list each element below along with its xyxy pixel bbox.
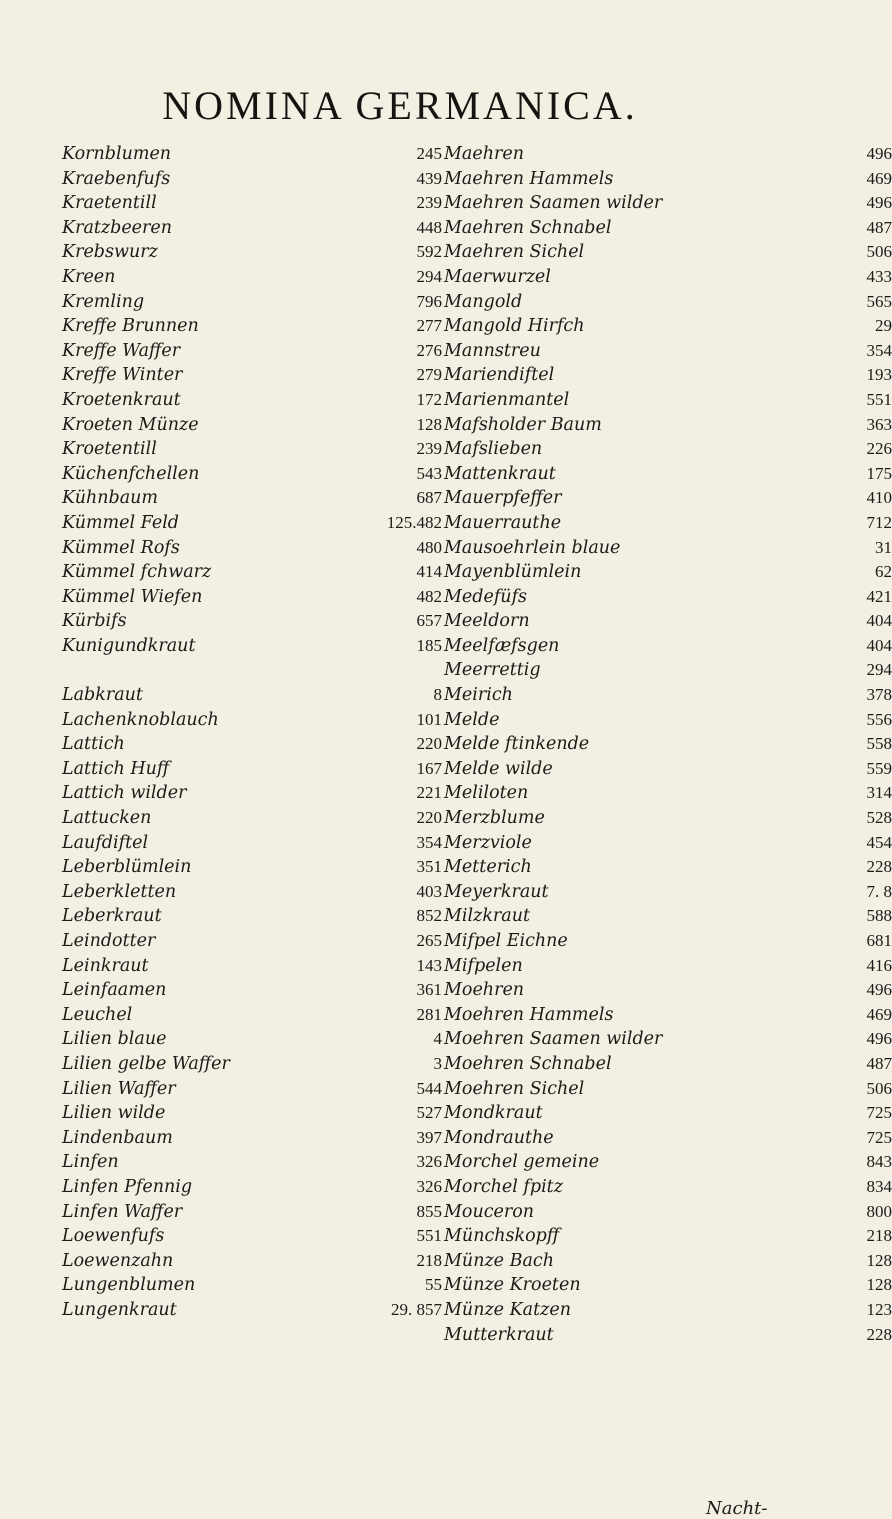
entry-page-number: 3 bbox=[433, 1053, 442, 1073]
entry-page-number: 681 bbox=[866, 931, 892, 950]
entry-name: Münchskopff bbox=[444, 1226, 560, 1247]
entry-name: Mouceron bbox=[444, 1201, 535, 1222]
entry-name: Metterich bbox=[444, 857, 532, 878]
entry-name: Kunigundkraut bbox=[62, 635, 196, 656]
entry-page-number: 543 bbox=[416, 463, 442, 483]
entry-name: Leberkraut bbox=[62, 906, 162, 927]
entry-name: Meelfæfsgen bbox=[444, 635, 560, 656]
entry-name: Münze Kroeten bbox=[444, 1275, 581, 1296]
entry-name: Mauerpfeffer bbox=[444, 488, 562, 509]
entry-name: Merzblume bbox=[444, 808, 545, 829]
entry-name: Maehren Sichel bbox=[444, 242, 585, 263]
entry-page-number: 506 bbox=[866, 1078, 892, 1098]
entry-name: Linfen bbox=[62, 1152, 119, 1173]
entry-page-number: 123 bbox=[866, 1299, 892, 1319]
index-entry bbox=[444, 880, 892, 905]
entry-page-number: 128 bbox=[866, 1275, 892, 1295]
index-entry bbox=[62, 560, 442, 585]
entry-name: Maehren Hammels bbox=[444, 168, 614, 189]
entry-page-number: 403 bbox=[416, 881, 442, 901]
index-entry bbox=[62, 1200, 442, 1225]
index-entry bbox=[62, 806, 442, 831]
index-entry bbox=[444, 413, 892, 438]
entry-page-number: 796 bbox=[416, 291, 442, 311]
entry-page-number: 410 bbox=[866, 488, 892, 508]
index-entry bbox=[444, 265, 892, 290]
entry-name: Labkraut bbox=[62, 685, 143, 706]
index-entry bbox=[62, 413, 442, 438]
entry-name: Kreffe Winter bbox=[62, 365, 183, 386]
entry-page-number: 712 bbox=[866, 512, 892, 532]
index-entry bbox=[444, 732, 892, 757]
entry-name: Meerrettig bbox=[444, 660, 541, 681]
index-entry bbox=[444, 708, 892, 733]
index-entry bbox=[62, 978, 442, 1003]
entry-page-number: 276 bbox=[416, 340, 442, 360]
entry-name: Mifpel Eichne bbox=[444, 931, 568, 951]
index-entry bbox=[62, 1052, 442, 1077]
entry-name: Kümmel Wiefen bbox=[62, 586, 203, 607]
entry-page-number: 433 bbox=[866, 266, 892, 286]
index-entry bbox=[444, 609, 892, 634]
entry-name: Kümmel Feld bbox=[62, 512, 180, 533]
index-entry bbox=[62, 880, 442, 905]
index-entry bbox=[62, 904, 442, 929]
entry-name: Lungenblumen bbox=[62, 1275, 196, 1296]
index-entry bbox=[444, 781, 892, 806]
index-entry bbox=[444, 929, 892, 954]
index-entry bbox=[62, 1175, 442, 1200]
entry-page-number: 55 bbox=[425, 1275, 442, 1295]
entry-name: Merzviole bbox=[444, 832, 532, 853]
index-entry bbox=[62, 1249, 442, 1274]
entry-name: Kraebenfufs bbox=[62, 168, 171, 189]
entry-page-number: 239 bbox=[416, 439, 442, 459]
entry-page-number: 354 bbox=[866, 340, 892, 360]
entry-name: Kümmel fchwarz bbox=[62, 562, 212, 583]
entry-page-number: 363 bbox=[866, 414, 892, 434]
index-entry bbox=[444, 855, 892, 880]
index-entry bbox=[62, 732, 442, 757]
entry-page-number: 185 bbox=[416, 635, 442, 655]
index-entry bbox=[444, 1052, 892, 1077]
entry-page-number: 361 bbox=[416, 980, 442, 1000]
index-entry bbox=[444, 339, 892, 364]
entry-name: Kroetenkraut bbox=[62, 389, 181, 410]
entry-name: Melde bbox=[444, 709, 500, 730]
entry-name: Laufdiftel bbox=[62, 832, 149, 853]
index-entry bbox=[62, 1126, 442, 1151]
index-entry bbox=[62, 609, 442, 634]
entry-page-number: 294 bbox=[416, 266, 442, 286]
index-entry bbox=[62, 1150, 442, 1175]
entry-page-number: 220 bbox=[416, 734, 442, 754]
entry-name: Kraetentill bbox=[62, 193, 157, 214]
index-entry bbox=[444, 216, 892, 241]
index-entry bbox=[444, 658, 892, 683]
entry-page-number: 326 bbox=[416, 1152, 442, 1172]
index-entry bbox=[62, 1101, 442, 1126]
entry-page-number: 101 bbox=[416, 709, 442, 729]
entry-page-number: 265 bbox=[416, 931, 442, 950]
entry-page-number: 421 bbox=[866, 586, 892, 606]
entry-page-number: 480 bbox=[416, 537, 442, 557]
index-entry bbox=[62, 855, 442, 880]
index-entry bbox=[62, 781, 442, 806]
entry-page-number: 128 bbox=[416, 414, 442, 434]
entry-page-number: 314 bbox=[866, 783, 892, 803]
entry-page-number: 496 bbox=[866, 144, 892, 163]
entry-page-number: 487 bbox=[866, 217, 892, 237]
entry-page-number: 469 bbox=[866, 1004, 892, 1024]
index-entry bbox=[444, 486, 892, 511]
entry-page-number: 852 bbox=[416, 906, 442, 926]
entry-page-number: 378 bbox=[866, 685, 892, 705]
index-entry bbox=[62, 536, 442, 561]
entry-name: Loewenfufs bbox=[62, 1226, 165, 1247]
entry-name: Kratzbeeren bbox=[62, 217, 173, 238]
page-title: NOMINA GERMANICA. bbox=[162, 83, 638, 128]
entry-name: Kühnbaum bbox=[62, 488, 159, 509]
entry-page-number: 556 bbox=[866, 709, 892, 729]
entry-page-number: 326 bbox=[416, 1176, 442, 1196]
index-entry bbox=[62, 511, 442, 536]
entry-name: Milzkraut bbox=[444, 906, 531, 927]
entry-name: Mannstreu bbox=[444, 340, 541, 361]
entry-name: Lindenbaum bbox=[62, 1127, 173, 1148]
index-entry bbox=[444, 191, 892, 216]
index-entry bbox=[444, 806, 892, 831]
entry-page-number: 800 bbox=[866, 1201, 892, 1221]
index-entry bbox=[62, 1273, 442, 1298]
index-entry bbox=[444, 388, 892, 413]
entry-page-number: 281 bbox=[416, 1004, 442, 1024]
index-entry bbox=[62, 314, 442, 339]
index-entry bbox=[62, 265, 442, 290]
entry-name: Loewenzahn bbox=[62, 1250, 174, 1271]
index-entry bbox=[62, 339, 442, 364]
index-entry bbox=[444, 511, 892, 536]
index-entry bbox=[444, 1323, 892, 1348]
entry-name: Meirich bbox=[444, 685, 513, 706]
entry-page-number: 172 bbox=[416, 389, 442, 409]
index-entry bbox=[444, 536, 892, 561]
entry-page-number: 167 bbox=[416, 758, 442, 778]
index-entry bbox=[444, 585, 892, 610]
index-entry bbox=[444, 1003, 892, 1028]
entry-page-number: 551 bbox=[866, 389, 892, 409]
entry-page-number: 29 bbox=[875, 316, 892, 336]
entry-name: Mafsholder Baum bbox=[444, 414, 602, 435]
entry-page-number: 125.482 bbox=[386, 512, 442, 532]
entry-name: Lattich wilder bbox=[62, 783, 187, 804]
entry-page-number: 496 bbox=[866, 193, 892, 213]
index-entry bbox=[62, 683, 442, 708]
entry-name: Lilien Waffer bbox=[62, 1078, 176, 1099]
entry-name: Marienmantel bbox=[444, 389, 570, 410]
index-entry bbox=[62, 1077, 442, 1102]
entry-page-number: 551 bbox=[416, 1226, 442, 1246]
entry-page-number: 496 bbox=[866, 980, 892, 1000]
entry-page-number: 565 bbox=[866, 291, 892, 311]
index-entry bbox=[62, 191, 442, 216]
entry-page-number: 62 bbox=[875, 562, 892, 582]
index-entry bbox=[62, 1003, 442, 1028]
entry-name: Moehren Schnabel bbox=[444, 1053, 612, 1074]
index-entry bbox=[444, 363, 892, 388]
entry-page-number: 439 bbox=[416, 168, 442, 188]
entry-name: Mangold Hirfch bbox=[444, 316, 585, 337]
entry-page-number: 588 bbox=[866, 906, 892, 926]
entry-name: Maehren Saamen wilder bbox=[444, 193, 663, 214]
entry-page-number: 294 bbox=[866, 660, 892, 680]
index-entry bbox=[444, 904, 892, 929]
index-entry bbox=[62, 486, 442, 511]
entry-name: Moehren Hammels bbox=[444, 1004, 614, 1025]
entry-name: Münze Katzen bbox=[444, 1299, 571, 1320]
entry-name: Moehren bbox=[444, 980, 525, 1001]
index-entry bbox=[62, 290, 442, 315]
entry-name: Mondkraut bbox=[444, 1103, 543, 1124]
entry-name: Münze Bach bbox=[444, 1250, 554, 1271]
index-entry bbox=[444, 1126, 892, 1151]
entry-name: Kreen bbox=[62, 266, 116, 287]
index-entry bbox=[444, 831, 892, 856]
entry-page-number: 239 bbox=[416, 193, 442, 213]
entry-name: Morchel gemeine bbox=[444, 1152, 600, 1173]
entry-page-number: 843 bbox=[866, 1152, 892, 1172]
index-entry bbox=[444, 437, 892, 462]
index-entry bbox=[444, 560, 892, 585]
index-entry bbox=[62, 954, 442, 979]
entry-page-number: 4 bbox=[433, 1029, 442, 1049]
entry-name: Lachenknoblauch bbox=[62, 709, 219, 730]
index-entry bbox=[444, 462, 892, 487]
entry-page-number: 448 bbox=[416, 217, 442, 237]
entry-name: Morchel fpitz bbox=[444, 1176, 563, 1197]
entry-name: Mafslieben bbox=[444, 439, 543, 460]
index-entry bbox=[444, 757, 892, 782]
index-entry bbox=[62, 585, 442, 610]
entry-page-number: 657 bbox=[416, 611, 442, 631]
entry-page-number: 351 bbox=[416, 857, 442, 877]
entry-name: Leberblümlein bbox=[62, 857, 192, 878]
entry-page-number: 416 bbox=[866, 955, 892, 975]
entry-name: Kürbifs bbox=[62, 611, 127, 632]
entry-page-number: 29. 857 bbox=[391, 1299, 442, 1319]
entry-page-number: 193 bbox=[866, 365, 892, 385]
entry-name: Krebswurz bbox=[62, 242, 158, 263]
entry-name: Melde ftinkende bbox=[444, 734, 590, 755]
index-entry bbox=[444, 240, 892, 265]
index-entry bbox=[62, 1298, 442, 1323]
entry-name: Lilien gelbe Waffer bbox=[62, 1053, 230, 1074]
index-entry bbox=[444, 1101, 892, 1126]
entry-page-number: 527 bbox=[416, 1103, 442, 1123]
entry-name: Kroetentill bbox=[62, 439, 157, 460]
entry-page-number: 558 bbox=[866, 734, 892, 754]
index-entry bbox=[444, 634, 892, 659]
index-entry bbox=[444, 314, 892, 339]
entry-page-number: 354 bbox=[416, 832, 442, 852]
entry-name: Medefüfs bbox=[444, 586, 528, 607]
index-entry bbox=[62, 388, 442, 413]
entry-page-number: 31 bbox=[875, 537, 892, 557]
entry-name: Mondrauthe bbox=[444, 1127, 554, 1148]
entry-name: Maerwurzel bbox=[444, 266, 551, 287]
entry-name: Mausoehrlein blaue bbox=[444, 537, 621, 558]
index-entry bbox=[62, 437, 442, 462]
index-entry bbox=[444, 1027, 892, 1052]
entry-page-number: 218 bbox=[866, 1226, 892, 1246]
left-index-column bbox=[62, 142, 442, 1323]
entry-page-number: 469 bbox=[866, 168, 892, 188]
index-entry bbox=[444, 1224, 892, 1249]
catchword: Nacht- bbox=[706, 1498, 768, 1519]
entry-name: Leinfaamen bbox=[62, 980, 167, 1001]
entry-page-number: 487 bbox=[866, 1053, 892, 1073]
entry-name: Kreffe Brunnen bbox=[62, 316, 199, 337]
entry-page-number: 687 bbox=[416, 488, 442, 508]
entry-page-number: 245 bbox=[416, 144, 442, 163]
index-entry bbox=[62, 634, 442, 659]
index-entry bbox=[62, 1224, 442, 1249]
right-index-column bbox=[444, 142, 892, 1347]
index-entry bbox=[62, 658, 442, 683]
entry-name: Moehren Saamen wilder bbox=[444, 1029, 663, 1050]
index-entry bbox=[62, 462, 442, 487]
entry-name: Lilien blaue bbox=[62, 1029, 167, 1050]
index-entry bbox=[444, 1175, 892, 1200]
entry-name: Leberkletten bbox=[62, 881, 177, 902]
entry-name: Leinkraut bbox=[62, 955, 149, 976]
entry-name: Lattucken bbox=[62, 808, 152, 829]
entry-name: Mifpelen bbox=[444, 955, 523, 976]
index-entry bbox=[444, 954, 892, 979]
entry-page-number: 482 bbox=[416, 586, 442, 606]
index-entry bbox=[444, 290, 892, 315]
entry-name: Mauerrauthe bbox=[444, 512, 562, 533]
index-entry bbox=[62, 1027, 442, 1052]
index-entry bbox=[444, 1150, 892, 1175]
entry-page-number: 592 bbox=[416, 242, 442, 262]
entry-name: Linfen Pfennig bbox=[62, 1176, 193, 1197]
entry-page-number: 834 bbox=[866, 1176, 892, 1196]
entry-name: Melde wilde bbox=[444, 758, 553, 779]
index-entry bbox=[62, 708, 442, 733]
entry-page-number: 8 bbox=[433, 685, 442, 705]
entry-name: Lattich Huff bbox=[62, 758, 170, 779]
entry-page-number: 277 bbox=[416, 316, 442, 336]
entry-name: Kornblumen bbox=[62, 144, 172, 164]
entry-page-number: 559 bbox=[866, 758, 892, 778]
index-entry bbox=[62, 363, 442, 388]
entry-page-number: 414 bbox=[416, 562, 442, 582]
entry-page-number: 544 bbox=[416, 1078, 442, 1098]
entry-name: Lilien wilde bbox=[62, 1103, 166, 1124]
entry-name: Mariendiftel bbox=[444, 365, 555, 386]
entry-name: Küchenfchellen bbox=[62, 463, 200, 484]
entry-page-number: 221 bbox=[416, 783, 442, 803]
entry-name: Lungenkraut bbox=[62, 1299, 177, 1320]
index-entry bbox=[62, 240, 442, 265]
entry-page-number: 496 bbox=[866, 1029, 892, 1049]
index-entry bbox=[62, 167, 442, 192]
entry-page-number: 279 bbox=[416, 365, 442, 385]
index-entry bbox=[62, 142, 442, 167]
entry-page-number: 218 bbox=[416, 1250, 442, 1270]
entry-page-number: 226 bbox=[866, 439, 892, 459]
entry-name: Mangold bbox=[444, 291, 523, 312]
entry-name: Lattich bbox=[62, 734, 125, 755]
entry-page-number: 220 bbox=[416, 808, 442, 828]
entry-name: Kroeten Münze bbox=[62, 414, 199, 435]
entry-name: Meeldorn bbox=[444, 611, 530, 632]
index-entry bbox=[62, 757, 442, 782]
index-entry bbox=[444, 683, 892, 708]
index-entry bbox=[444, 1200, 892, 1225]
index-entry bbox=[62, 216, 442, 241]
index-entry bbox=[444, 167, 892, 192]
entry-name: Maehren bbox=[444, 144, 524, 164]
entry-page-number: 528 bbox=[866, 808, 892, 828]
entry-name: Moehren Sichel bbox=[444, 1078, 585, 1099]
entry-page-number: 506 bbox=[866, 242, 892, 262]
entry-name: Maehren Schnabel bbox=[444, 217, 612, 238]
entry-name: Mutterkraut bbox=[444, 1324, 554, 1345]
index-entry bbox=[62, 929, 442, 954]
index-entry bbox=[444, 1077, 892, 1102]
entry-name: Leindotter bbox=[62, 931, 156, 951]
entry-name: Kremling bbox=[62, 291, 145, 312]
entry-page-number: 404 bbox=[866, 635, 892, 655]
index-entry bbox=[444, 1298, 892, 1323]
entry-page-number: 855 bbox=[416, 1201, 442, 1221]
entry-page-number: 175 bbox=[866, 463, 892, 483]
index-entry bbox=[62, 831, 442, 856]
entry-page-number: 725 bbox=[866, 1103, 892, 1123]
entry-page-number: 454 bbox=[866, 832, 892, 852]
index-entry bbox=[444, 978, 892, 1003]
entry-name: Meliloten bbox=[444, 783, 529, 804]
entry-page-number: 404 bbox=[866, 611, 892, 631]
entry-page-number: 725 bbox=[866, 1127, 892, 1147]
entry-name: Kümmel Rofs bbox=[62, 537, 180, 558]
index-entry bbox=[444, 142, 892, 167]
entry-page-number: 143 bbox=[416, 955, 442, 975]
entry-name: Leuchel bbox=[62, 1004, 133, 1025]
entry-page-number: 397 bbox=[416, 1127, 442, 1147]
entry-name: Mayenblümlein bbox=[444, 562, 582, 583]
entry-page-number: 228 bbox=[866, 1324, 892, 1344]
index-entry bbox=[444, 1249, 892, 1274]
entry-name: Mattenkraut bbox=[444, 463, 556, 484]
entry-page-number: 228 bbox=[866, 857, 892, 877]
entry-page-number: 7. 8 bbox=[866, 881, 892, 901]
index-entry bbox=[444, 1273, 892, 1298]
entry-name: Meyerkraut bbox=[444, 881, 549, 902]
entry-page-number: 128 bbox=[866, 1250, 892, 1270]
entry-name: Kreffe Waffer bbox=[62, 340, 181, 361]
entry-name: Linfen Waffer bbox=[62, 1201, 183, 1222]
